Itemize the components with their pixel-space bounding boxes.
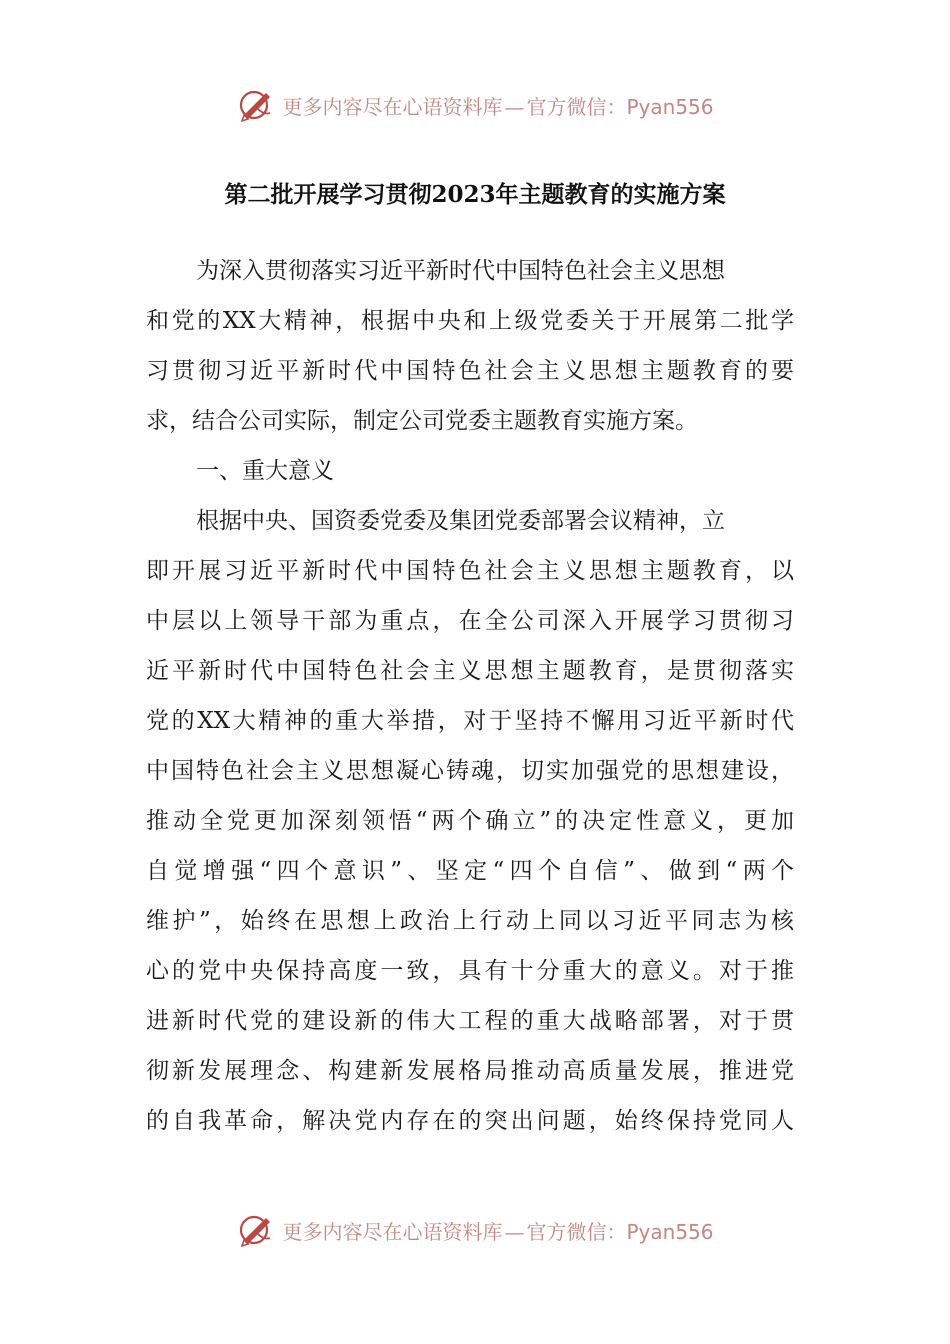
text-line: 根据中央、国资委党委及集团党委部署会议精神，立 — [196, 508, 725, 534]
text-line: 和党的XX大精神，根据中央和上级党委关于开展第二批学 — [146, 308, 794, 334]
banner-text-group — [282, 1216, 713, 1245]
text-line: 维护”，始终在思想上政治上行动上同以习近平同志为核 — [146, 908, 794, 934]
header-banner — [0, 80, 950, 130]
text-line: 进新时代党的建设新的伟大工程的重大战略部署，对于贯 — [146, 1008, 794, 1034]
text-line: 中层以上领导干部为重点，在全公司深入开展学习贯彻习 — [146, 608, 794, 634]
document-title: 第二批开展学习贯彻2023年主题教育的实施方案 — [224, 181, 726, 208]
text-line: 近平新时代中国特色社会主义思想主题教育，是贯彻落实 — [146, 658, 794, 684]
text-line: 推动全党更加深刻领悟“两个确立”的决定性意义，更加 — [146, 808, 794, 834]
pen-logo-icon — [236, 1210, 276, 1250]
banner-slogan: 更多内容尽在心语资料库 — [282, 1219, 503, 1244]
text-line: 心的党中央保持高度一致，具有十分重大的意义。对于推 — [146, 958, 794, 984]
section-heading: 一、重大意义 — [196, 458, 334, 484]
text-line: 中国特色社会主义思想凝心铸魂，切实加强党的思想建设， — [146, 758, 794, 784]
document-body — [146, 246, 794, 1146]
text-line: 为深入贯彻落实习近平新时代中国特色社会主义思想 — [196, 258, 725, 284]
text-line: 习贯彻习近平新时代中国特色社会主义思想主题教育的要 — [146, 358, 794, 384]
text-line: 求，结合公司实际，制定公司党委主题教育实施方案。 — [146, 408, 698, 434]
text-line: 自觉增强“四个意识”、坚定“四个自信”、做到“两个 — [146, 858, 794, 884]
wechat-id: Pyan556 — [626, 1219, 714, 1244]
banner-text-group — [282, 91, 713, 120]
pen-logo-icon — [236, 85, 276, 125]
banner-separator: — — [504, 1219, 525, 1244]
wechat-label: 官方微信： — [526, 94, 627, 119]
wechat-id: Pyan556 — [626, 94, 714, 119]
wechat-label: 官方微信： — [526, 1219, 627, 1244]
text-line: 的自我革命，解决党内存在的突出问题，始终保持党同人 — [146, 1108, 794, 1134]
text-line: 党的XX大精神的重大举措，对于坚持不懈用习近平新时代 — [146, 708, 794, 734]
text-line: 彻新发展理念、构建新发展格局推动高质量发展，推进党 — [146, 1058, 794, 1084]
text-line: 即开展习近平新时代中国特色社会主义思想主题教育，以 — [146, 558, 794, 584]
footer-banner — [0, 1205, 950, 1255]
banner-separator: — — [504, 94, 525, 119]
banner-slogan: 更多内容尽在心语资料库 — [282, 94, 503, 119]
